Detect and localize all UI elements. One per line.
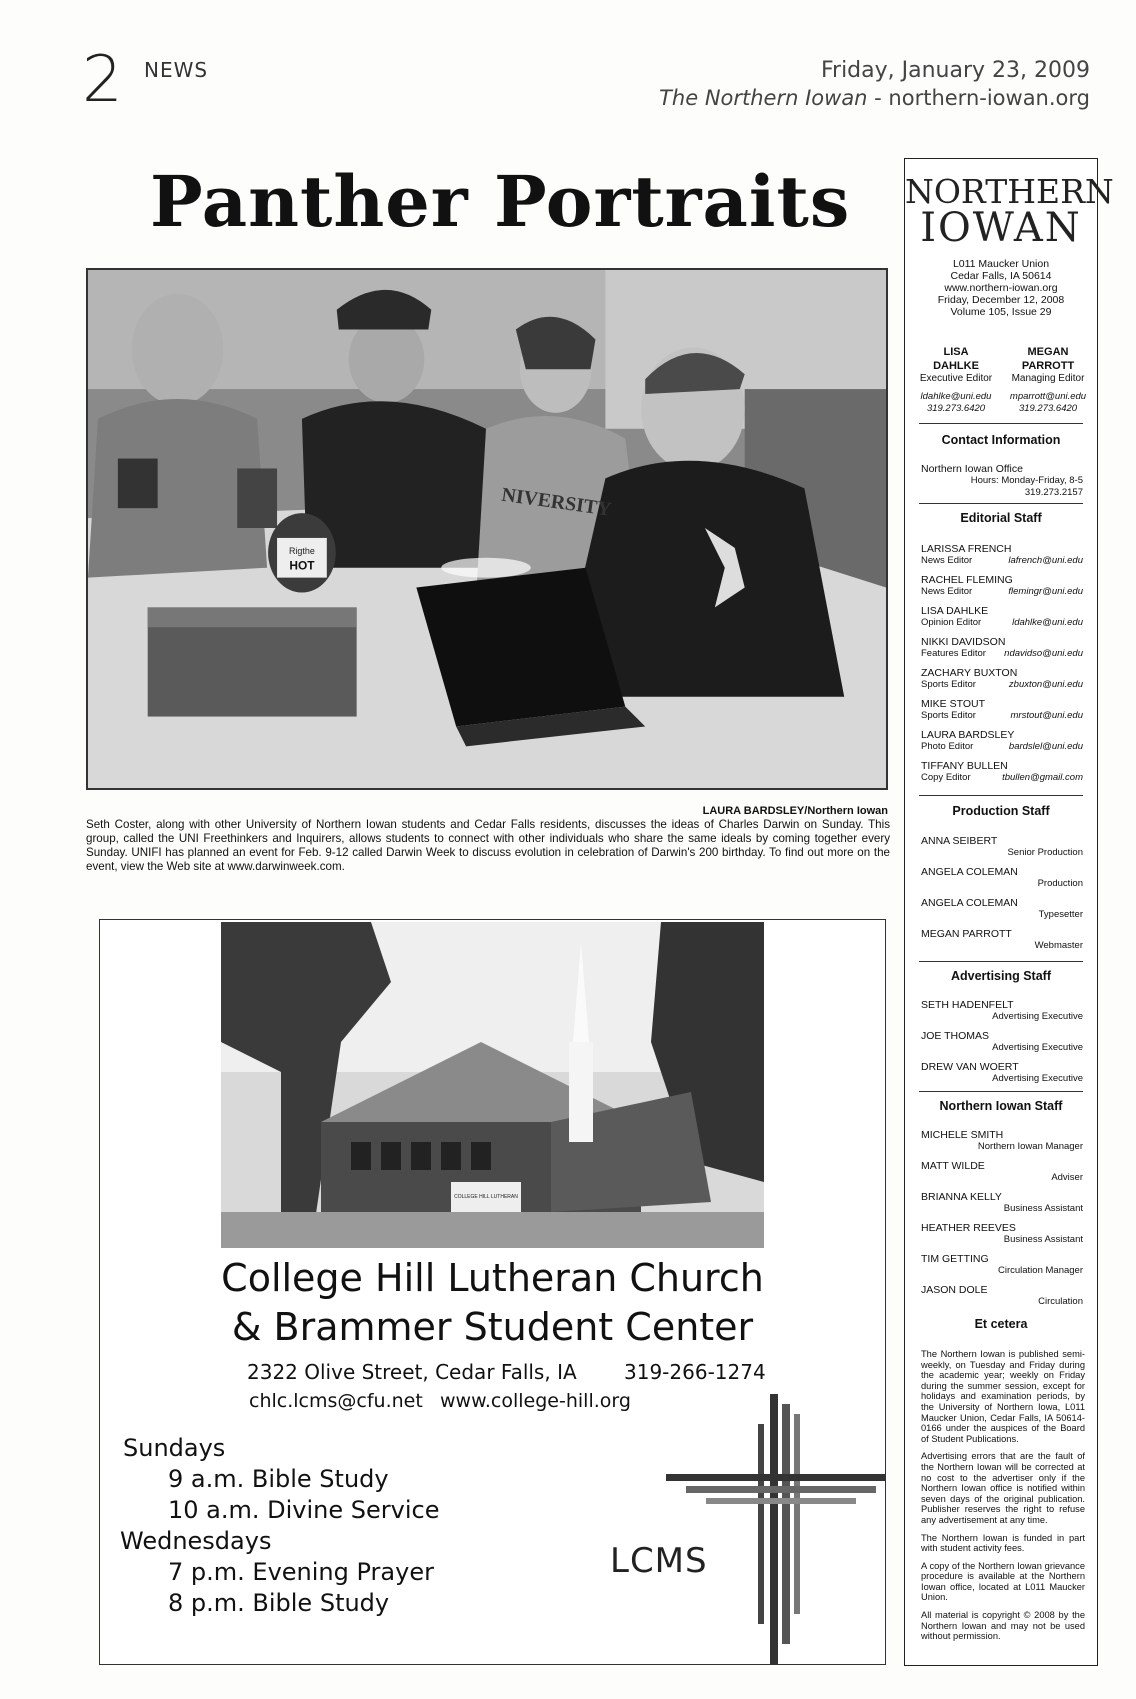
church-email[interactable]: chlc.lcms@cfu.net [249, 1390, 423, 1412]
masthead-site[interactable]: www.northern-iowan.org [944, 282, 1058, 294]
story-photo [86, 268, 888, 790]
staff-name: MICHELE SMITH [921, 1129, 1004, 1141]
staff-role: Circulation [1038, 1296, 1083, 1307]
photo-caption: Seth Coster, along with other University of Northern Iowan students and Cedar Falls residents, discusses the ideas of Charles Darwin on Sunday. This group, called the UNI Freethinkers and Inquirers, allows students to connect with other individuals who share the same ideals by coming together every Sunday. UNIFI has planned an event for Feb. 9-12 called Darwin Week to discuss evolution in celebration of Darwin's 200 birthday. To find out more on the event, view the Web site at www.darwinweek.com. [86, 818, 890, 873]
staff-entry [921, 1129, 1083, 1160]
staff-role: Webmaster [1034, 940, 1083, 951]
staff-entry [921, 1061, 1083, 1092]
church-advertisement [99, 919, 886, 1665]
production-staff-heading: Production Staff [952, 804, 1050, 818]
staff-entry [921, 574, 1083, 605]
editor-role: Managing Editor [1011, 373, 1085, 384]
etcetera-heading: Et cetera [974, 1317, 1028, 1331]
staff-role: Adviser [1051, 1172, 1083, 1183]
editor-email[interactable]: ldahlke@uni.edu [920, 391, 992, 402]
contact-hours: Hours: Monday-Friday, 8-5 [970, 475, 1083, 486]
masthead-logo-northern: NORTHERN [905, 172, 1114, 211]
staff-name: MIKE STOUT [921, 698, 985, 710]
staff-email[interactable]: ndavidso@uni.edu [1004, 648, 1083, 659]
staff-role: Senior Production [1007, 847, 1083, 858]
staff-role: Sports Editor [921, 679, 976, 690]
staff-role: Photo Editor [921, 741, 974, 752]
staff-email[interactable]: mrstout@uni.edu [1010, 710, 1083, 721]
editor-phone: 319.273.6420 [1018, 403, 1078, 414]
paper-site-line [659, 86, 1090, 110]
church-phone: 319-266-1274 [624, 1360, 766, 1384]
staff-role: Advertising Executive [992, 1042, 1083, 1053]
contact-office: Northern Iowan Office [921, 463, 1023, 475]
editor-executive [913, 345, 999, 415]
schedule-wednesdays-heading: Wednesdays [120, 1527, 272, 1555]
schedule-sundays-heading: Sundays [123, 1434, 226, 1462]
masthead-logo-iowan: IOWAN [920, 205, 1082, 251]
page-number: 2 [82, 43, 123, 117]
staff-role: Features Editor [921, 648, 986, 659]
staff-role: Advertising Executive [992, 1073, 1083, 1084]
staff-role: Northern Iowan Manager [977, 1141, 1083, 1152]
staff-name: JOE THOMAS [921, 1030, 990, 1042]
staff-email[interactable]: bardslel@uni.edu [1008, 741, 1083, 752]
staff-name: LARISSA FRENCH [921, 543, 1012, 555]
staff-entry [921, 636, 1083, 667]
staff-name: BRIANNA KELLY [921, 1191, 1002, 1203]
masthead-sidebar [904, 158, 1114, 1666]
contact-phone: 319.273.2157 [1024, 487, 1083, 498]
advertising-staff-heading: Advertising Staff [950, 969, 1051, 983]
staff-detail [921, 555, 1083, 566]
staff-name: SETH HADENFELT [921, 999, 1014, 1011]
ni-staff-heading: Northern Iowan Staff [939, 1099, 1063, 1113]
staff-role: Business Assistant [1003, 1234, 1083, 1245]
divider [919, 1091, 1083, 1092]
schedule-wednesday-bible-study: 8 p.m. Bible Study [168, 1589, 390, 1617]
staff-role: Advertising Executive [992, 1011, 1083, 1022]
church-address: 2322 Olive Street, Cedar Falls, IA [247, 1360, 577, 1384]
etcetera-copyright: All material is copyright © 2008 by the Northern Iowan and may not be used without permission. [921, 1610, 1085, 1642]
student-center-name: & Brammer Student Center [231, 1305, 754, 1349]
staff-entry [921, 729, 1083, 760]
staff-entry [921, 999, 1083, 1030]
staff-name: ANNA SEIBERT [921, 835, 998, 847]
staff-entry [921, 835, 1083, 866]
staff-detail [921, 679, 1083, 690]
editor-phone: 319.273.6420 [926, 403, 986, 414]
staff-role: Typesetter [1038, 909, 1083, 920]
editor-first-name: LISA [943, 346, 969, 358]
church-name: College Hill Lutheran Church [221, 1256, 764, 1300]
section-label: NEWS [144, 58, 209, 82]
staff-detail [921, 772, 1083, 783]
staff-role: Circulation Manager [997, 1265, 1083, 1276]
paper-name: The Northern Iowan [659, 86, 868, 110]
staff-email[interactable]: flemingr@uni.edu [1008, 586, 1083, 597]
staff-entry [921, 667, 1083, 698]
lcms-logo-text: LCMS [610, 1541, 708, 1581]
staff-name: DREW VAN WOERT [921, 1061, 1019, 1073]
staff-name: LAURA BARDSLEY [921, 729, 1015, 741]
staff-entry [921, 543, 1083, 574]
staff-detail [921, 617, 1083, 628]
staff-role: Business Assistant [1003, 1203, 1083, 1214]
staff-detail [921, 741, 1083, 752]
staff-detail [921, 710, 1083, 721]
staff-role: Production [1037, 878, 1083, 889]
staff-name: LISA DAHLKE [921, 605, 989, 617]
staff-name: NIKKI DAVIDSON [921, 636, 1006, 648]
church-sign-text: COLLEGE HILL LUTHERAN [454, 1194, 518, 1200]
staff-name: JASON DOLE [921, 1284, 988, 1296]
paper-site: - northern-iowan.org [867, 86, 1090, 110]
staff-name: TIFFANY BULLEN [921, 760, 1008, 772]
divider [919, 961, 1083, 962]
divider [919, 423, 1083, 424]
editor-last-name: DAHLKE [933, 360, 979, 372]
etcetera-advertising-errors: Advertising errors that are the fault of the Northern Iowan will be corrected at no cost to the advertiser only if the Northern Iowan office is notified within seven days of the original publication. Publisher reserves the right to refuse any advertisement at any time. [921, 1451, 1085, 1525]
editorial-staff-heading: Editorial Staff [960, 511, 1042, 525]
staff-name: ZACHARY BUXTON [921, 667, 1018, 679]
masthead-volume: Volume 105, Issue 29 [950, 306, 1052, 318]
schedule-sunday-bible-study: 9 a.m. Bible Study [168, 1465, 389, 1493]
staff-name: MATT WILDE [921, 1160, 985, 1172]
staff-name: RACHEL FLEMING [921, 574, 1013, 586]
masthead-issue-date: Friday, December 12, 2008 [937, 294, 1065, 306]
staff-role: News Editor [921, 555, 973, 566]
staff-entry [921, 698, 1083, 729]
staff-entry [921, 1030, 1083, 1061]
photo-credit: LAURA BARDSLEY/Northern Iowan [702, 805, 888, 817]
staff-email[interactable]: zbuxton@uni.edu [1008, 679, 1083, 690]
editor-last-name: PARROTT [1021, 360, 1075, 372]
staff-entry [921, 1222, 1083, 1253]
editor-email[interactable]: mparrott@uni.edu [1009, 391, 1087, 402]
church-photo [221, 922, 764, 1248]
etcetera-publication-note: The Northern Iowan is published semi-weekly, on Tuesday and Friday during the academic year; weekly on Friday during the summer session, except for holidays and examination periods, by the University of Northern Iowa, L011 Maucker Union, Cedar Falls, IA 50614-0166 under the auspices of the Board of Student Publications. [921, 1349, 1085, 1444]
staff-name: HEATHER REEVES [921, 1222, 1016, 1234]
editor-managing [1005, 345, 1091, 415]
masthead-address: L011 Maucker Union [952, 258, 1050, 270]
staff-entry [921, 1253, 1083, 1284]
lcms-cross-icon [666, 1394, 886, 1664]
etcetera-grievance: A copy of the Northern Iowan grievance procedure is available at the Northern Iowan office, located at L011 Maucker Union. [921, 1560, 1085, 1603]
shirt-lettering: NIVERSITY [500, 483, 613, 521]
divider [919, 795, 1083, 796]
contact-info [921, 463, 1083, 499]
church-photo-illustration [221, 922, 764, 1248]
staff-name: MEGAN PARROTT [921, 928, 1012, 940]
cup-brand-label: Rigthe [288, 545, 315, 556]
staff-name: ANGELA COLEMAN [921, 866, 1018, 878]
story-headline: Panther Portraits [150, 160, 851, 243]
staff-entry [921, 1284, 1083, 1315]
staff-entry [921, 760, 1083, 791]
issue-date: Friday, January 23, 2009 [820, 58, 1090, 83]
church-website[interactable]: www.college-hill.org [440, 1390, 631, 1412]
contact-heading: Contact Information [941, 433, 1061, 447]
staff-name: ANGELA COLEMAN [921, 897, 1018, 909]
production-staff-list [921, 835, 1083, 959]
schedule-sunday-divine-service: 10 a.m. Divine Service [168, 1496, 440, 1524]
staff-entry [921, 928, 1083, 959]
staff-name: TIM GETTING [921, 1253, 989, 1265]
staff-role: Sports Editor [921, 710, 976, 721]
editor-first-name: MEGAN [1027, 346, 1069, 358]
advertising-staff-list [921, 999, 1083, 1092]
staff-entry [921, 605, 1083, 636]
staff-entry [921, 897, 1083, 928]
staff-role: Opinion Editor [921, 617, 982, 628]
cup-hot-label: HOT [289, 558, 315, 573]
editor-role: Executive Editor [919, 373, 993, 384]
staff-detail [921, 586, 1083, 597]
ni-staff-list [921, 1129, 1083, 1315]
staff-role: Copy Editor [921, 772, 971, 783]
editorial-staff-list [921, 543, 1083, 791]
schedule-wednesday-evening-prayer: 7 p.m. Evening Prayer [168, 1558, 434, 1586]
divider [919, 503, 1083, 504]
staff-entry [921, 866, 1083, 897]
staff-email[interactable]: tbullen@gmail.com [1002, 772, 1083, 783]
staff-email[interactable]: lafrench@uni.edu [1008, 555, 1083, 566]
masthead-city: Cedar Falls, IA 50614 [950, 270, 1052, 282]
etcetera-funding: The Northern Iowan is funded in part with student activity fees. [921, 1532, 1085, 1554]
cafeteria-photo-illustration [88, 270, 886, 788]
staff-role: News Editor [921, 586, 973, 597]
staff-entry [921, 1160, 1083, 1191]
staff-detail [921, 648, 1083, 659]
staff-entry [921, 1191, 1083, 1222]
staff-email[interactable]: ldahlke@uni.edu [1012, 617, 1083, 628]
etcetera-text [921, 1349, 1085, 1649]
